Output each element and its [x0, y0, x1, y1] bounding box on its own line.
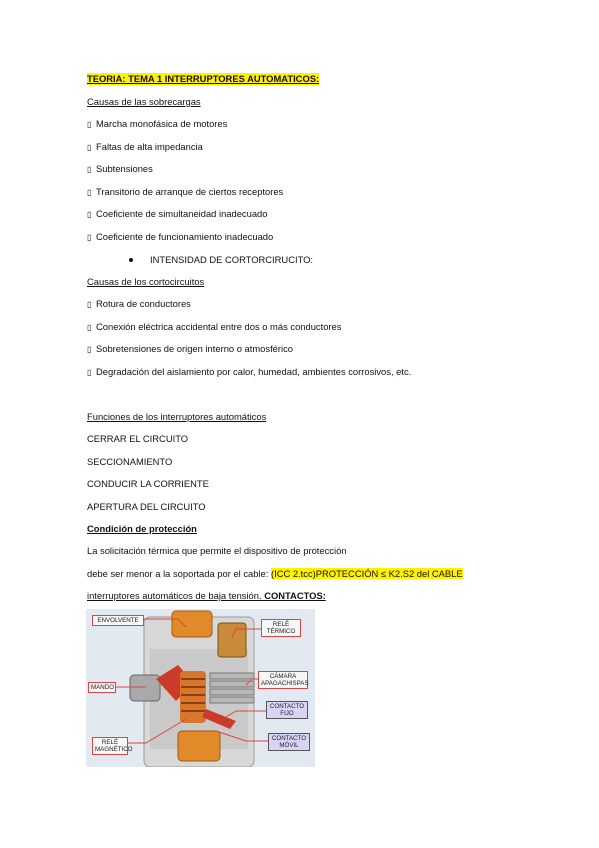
list-item: SECCIONAMIENTO	[87, 456, 173, 467]
list-item: ▯ Coeficiente de simultaneidad inadecuado	[87, 208, 268, 219]
list-item: ▯ Degradación del aislamiento por calor, humedad, ambientes corrosivos, etc.	[87, 366, 412, 377]
formula-highlight: (ICC 2.tcc)PROTECCIÓN ≤ K2.S2 del CABLE	[270, 568, 463, 579]
list-item: ▯ Conexión eléctrica accidental entre dos o más conductores	[87, 321, 342, 332]
condicion-heading: Condición de protección	[87, 523, 197, 534]
missing-glyph-icon: ▯	[87, 165, 92, 174]
list-item: ▯ Sobretensiones de origen interno o atmosférico	[87, 343, 293, 354]
list-item: ▯ Faltas de alta impedancia	[87, 141, 203, 152]
list-item: ▯ Marcha monofásica de motores	[87, 118, 228, 129]
breaker-diagram-image	[86, 609, 315, 767]
missing-glyph-icon: ▯	[87, 143, 92, 152]
missing-glyph-icon: ▯	[87, 368, 92, 377]
label-rele-termico: RELÉ TÉRMICO	[261, 619, 301, 637]
list-item: ▯ Rotura de conductores	[87, 298, 191, 309]
condicion-formula-line: debe ser menor a la soportada por el cable: (ICC 2.tcc)PROTECCIÓN ≤ K2.S2 del CABLE	[87, 568, 463, 579]
missing-glyph-icon: ▯	[87, 323, 92, 332]
missing-glyph-icon: ▯	[87, 233, 92, 242]
label-contacto-movil: CONTACTO MÓVIL	[268, 733, 310, 751]
missing-glyph-icon: ▯	[87, 210, 92, 219]
condicion-text: La solicitación térmica que permite el dispositivo de protección	[87, 545, 347, 556]
list-item: CONDUCIR LA CORRIENTE	[87, 478, 209, 489]
label-camara-apagachispas: CÁMARA APAGACHISPAS	[258, 671, 308, 689]
label-envolvente: ENVOLVENTE	[92, 615, 144, 626]
label-mando: MANDO	[88, 682, 116, 693]
list-item: ▯ Transitorio de arranque de ciertos receptores	[87, 186, 284, 197]
list-item: APERTURA DEL CIRCUITO	[87, 501, 206, 512]
sobrecargas-heading: Causas de las sobrecargas	[87, 96, 201, 107]
missing-glyph-icon: ▯	[87, 300, 92, 309]
bullet-dot-icon	[129, 258, 133, 262]
missing-glyph-icon: ▯	[87, 120, 92, 129]
label-contacto-fijo: CONTACTO FIJO	[266, 701, 308, 719]
page-title: TEORIA: TEMA 1 INTERRUPTORES AUTOMATICOS:	[87, 73, 320, 84]
list-item: ▯ Subtensiones	[87, 163, 153, 174]
list-item: CERRAR EL CIRCUITO	[87, 433, 189, 444]
funciones-heading: Funciones de los interruptores automáticos	[87, 411, 267, 422]
missing-glyph-icon: ▯	[87, 188, 92, 197]
cortocircuito-bullet: INTENSIDAD DE CORTORCIRUCITO:	[150, 254, 314, 265]
contactos-line: interruptores automáticos de baja tensión. CONTACTOS:	[87, 590, 326, 601]
missing-glyph-icon: ▯	[87, 345, 92, 354]
list-item: ▯ Coeficiente de funcionamiento inadecuado	[87, 231, 274, 242]
label-rele-magnetico: RELÉ MAGNÉTICO	[92, 737, 128, 755]
cortocircuitos-heading: Causas de los cortocircuitos	[87, 276, 205, 287]
